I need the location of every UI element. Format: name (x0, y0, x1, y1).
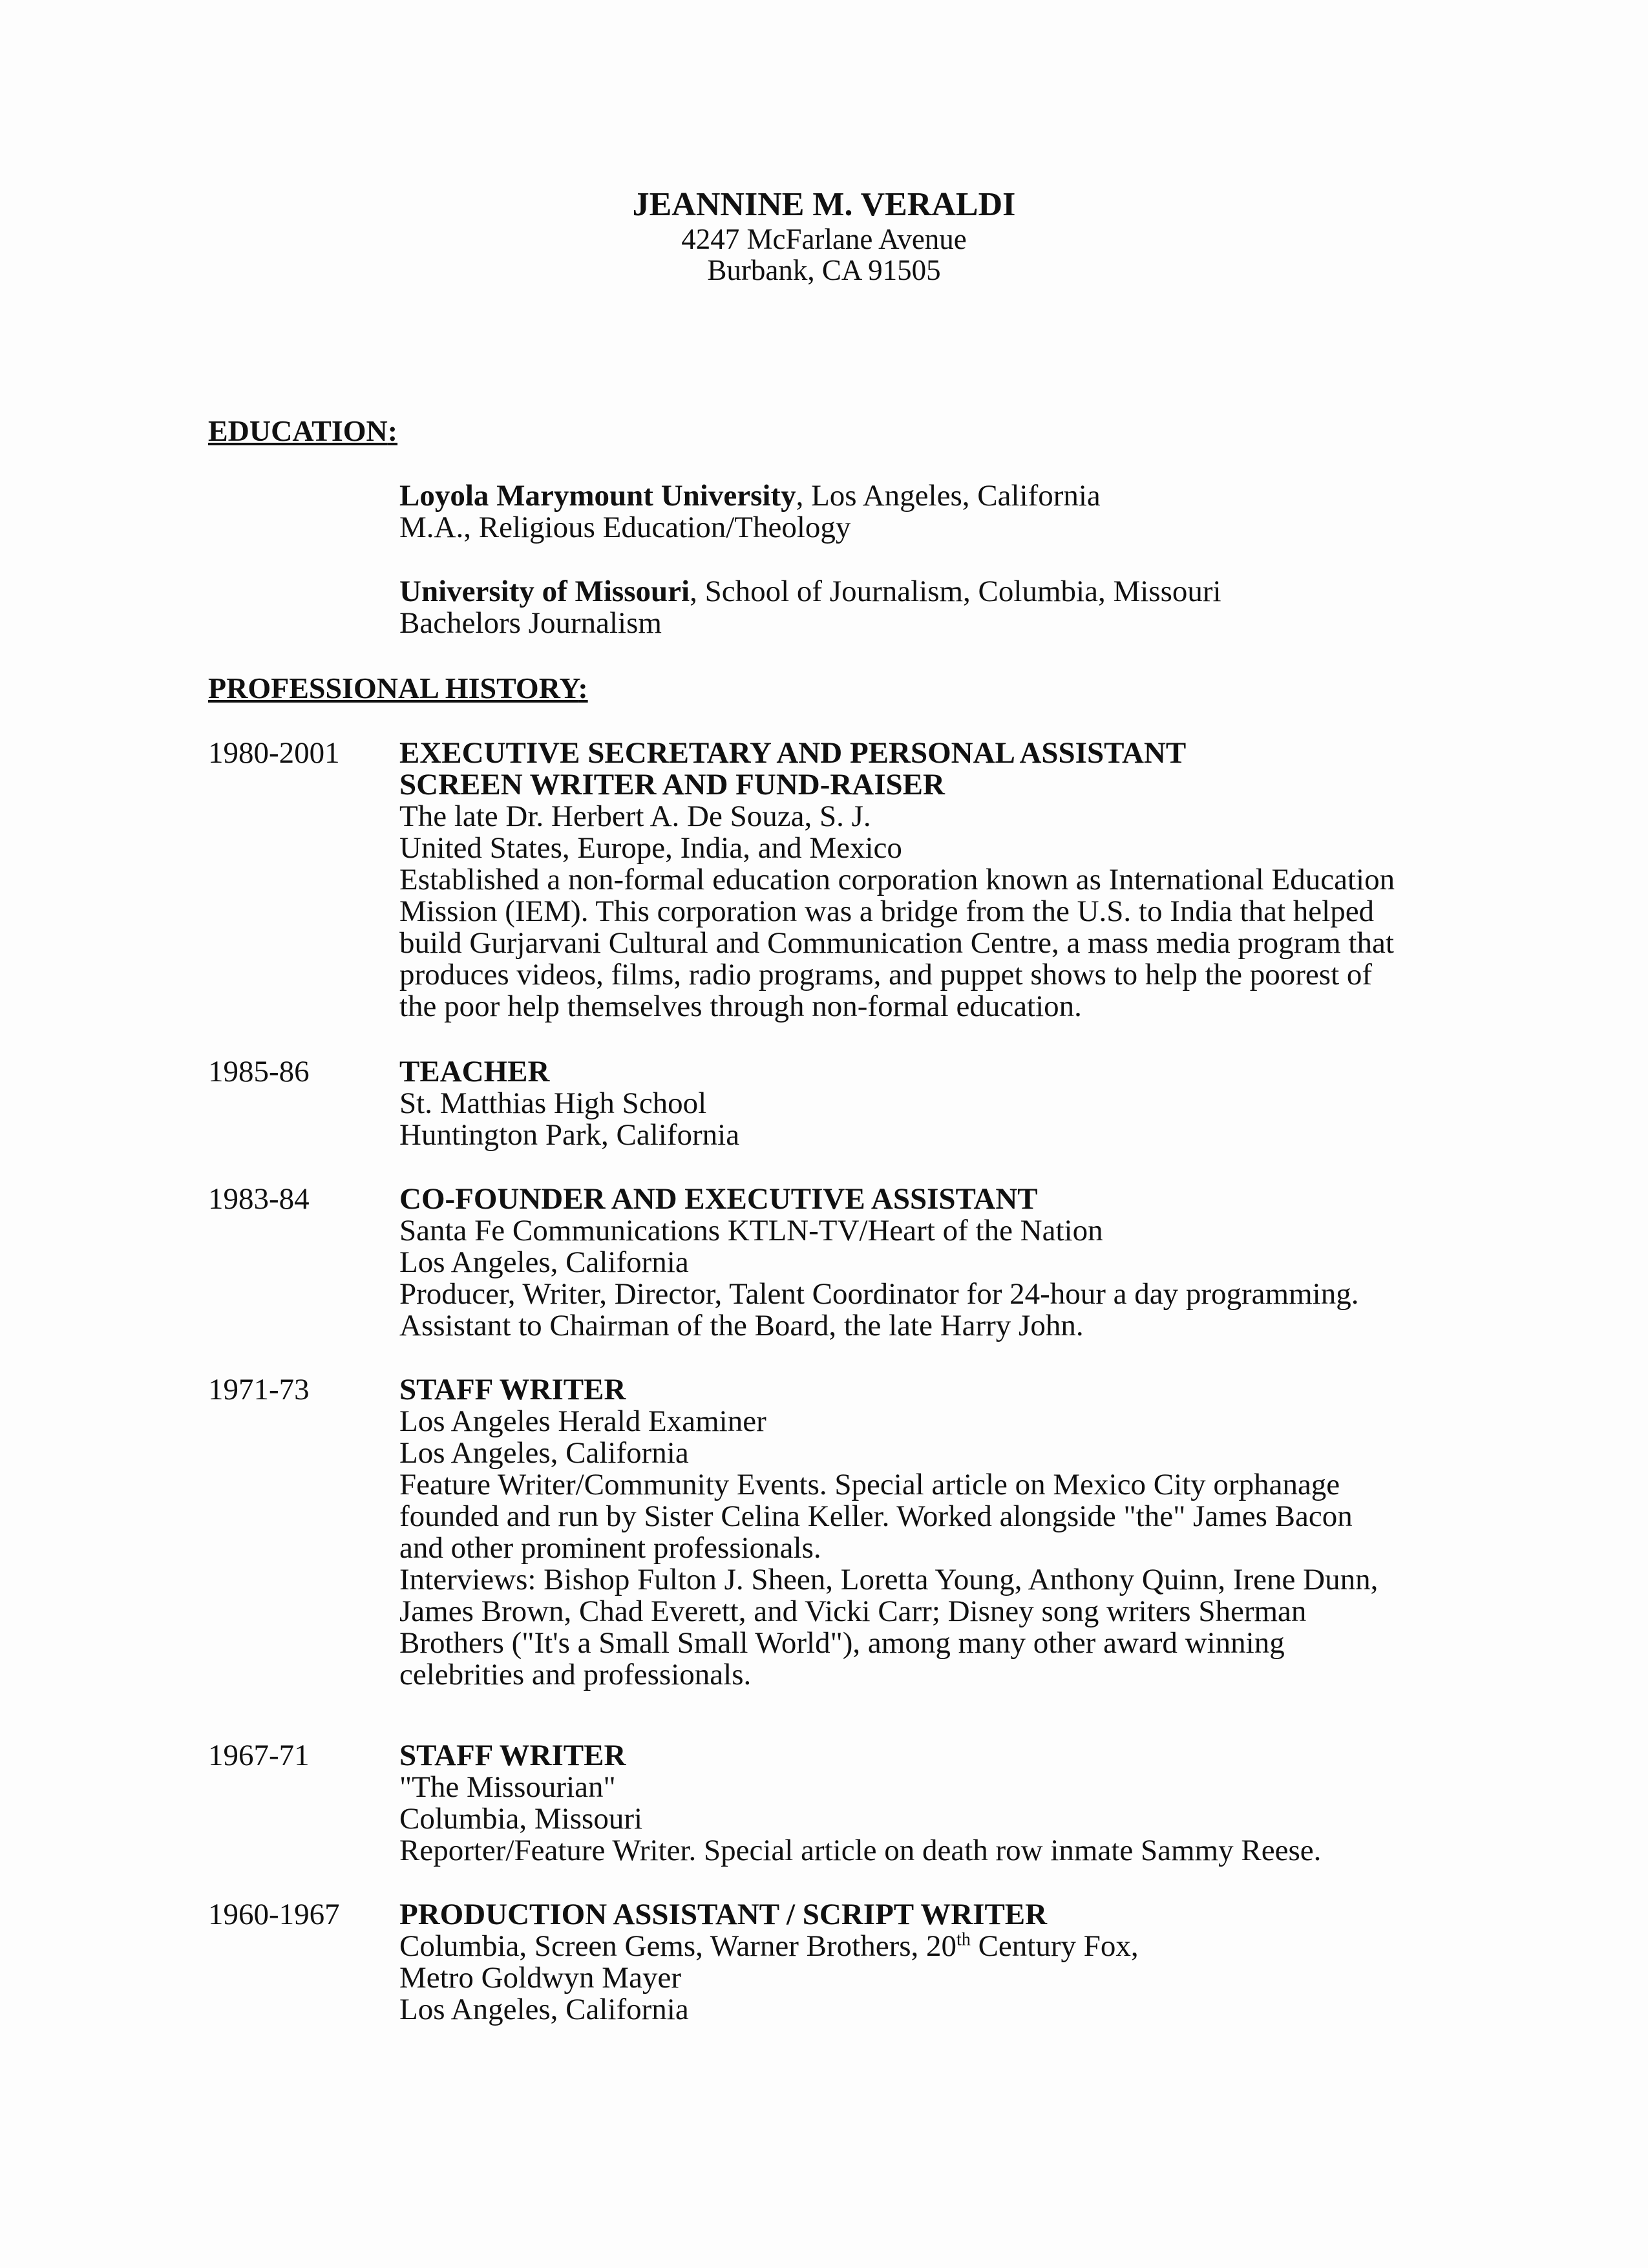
entry-line: Los Angeles, California (399, 1436, 689, 1470)
job-title: PRODUCTION ASSISTANT / SCRIPT WRITER (399, 1898, 1048, 1931)
entry-line: build Gurjarvani Cultural and Communication Centre, a mass media program that (399, 926, 1394, 960)
entry-line: Columbia, Missouri (399, 1802, 643, 1836)
education-item (399, 576, 1498, 639)
job-title: CO-FOUNDER AND EXECUTIVE ASSISTANT (399, 1182, 1038, 1216)
applicant-name: JEANNINE M. VERALDI (632, 186, 1016, 223)
entry-line: founded and run by Sister Celina Keller. Worked alongside "the" James Bacon (399, 1500, 1353, 1533)
entry-line: celebrities and professionals. (399, 1658, 752, 1691)
entry-line: St. Matthias High School (399, 1086, 707, 1120)
entry-line: Assistant to Chairman of the Board, the late Harry John. (399, 1309, 1084, 1342)
entry-line: Mission (IEM). This corporation was a bridge from the U.S. to India that helped (399, 895, 1375, 928)
address-street: 4247 McFarlane Avenue (681, 223, 967, 255)
degree: M.A., Religious Education/Theology (399, 511, 851, 544)
entry-dates: 1980-2001 (208, 736, 340, 770)
job-title: STAFF WRITER (399, 1739, 626, 1772)
entry-line: Los Angeles, California (399, 1245, 689, 1279)
entry-line: The late Dr. Herbert A. De Souza, S. J. (399, 800, 871, 833)
entry-line: Los Angeles, California (399, 1993, 689, 2026)
history-entry (399, 1374, 1498, 1691)
entry-line: United States, Europe, India, and Mexico (399, 831, 902, 865)
job-title: EXECUTIVE SECRETARY AND PERSONAL ASSISTANT (399, 736, 1187, 770)
entry-line: Reporter/Feature Writer. Special article on death row inmate Sammy Reese. (399, 1834, 1322, 1867)
school-location: , School of Journalism, Columbia, Missouri (690, 575, 1221, 608)
history-entry (399, 737, 1498, 1023)
entry-line: Metro Goldwyn Mayer (399, 1961, 681, 1995)
entry-line: Brothers ("It's a Small Small World"), among many other award winning (399, 1626, 1285, 1660)
address-city: Burbank, CA 91505 (707, 254, 941, 286)
entry-line: Interviews: Bishop Fulton J. Sheen, Loretta Young, Anthony Quinn, Irene Dunn, (399, 1563, 1379, 1596)
entry-line: produces videos, films, radio programs, and puppet shows to help the poorest of (399, 958, 1373, 991)
entry-line: Huntington Park, California (399, 1118, 740, 1152)
entry-line: "The Missourian" (399, 1770, 616, 1804)
entry-line: the poor help themselves through non-formal education. (399, 990, 1082, 1023)
history-entry (399, 1056, 1498, 1151)
resume-header (0, 186, 1648, 286)
entry-line: Feature Writer/Community Events. Special article on Mexico City orphanage (399, 1468, 1340, 1501)
history-heading: PROFESSIONAL HISTORY: (208, 672, 588, 705)
job-title: STAFF WRITER (399, 1373, 626, 1406)
entry-line: Columbia, Screen Gems, Warner Brothers, 20th Century Fox, (399, 1929, 1139, 1963)
entry-dates: 1985-86 (208, 1055, 310, 1088)
school-name: University of Missouri (399, 575, 690, 608)
entry-line: and other prominent professionals. (399, 1531, 821, 1565)
history-entry (399, 1899, 1498, 2026)
school-name: Loyola Marymount University (399, 479, 796, 513)
entry-line: Producer, Writer, Director, Talent Coordinator for 24-hour a day programming. (399, 1277, 1359, 1311)
education-heading: EDUCATION: (208, 414, 398, 447)
job-title: TEACHER (399, 1055, 550, 1088)
entry-line: Established a non-formal education corporation known as International Education (399, 863, 1395, 896)
entry-dates: 1971-73 (208, 1373, 310, 1406)
history-entry (399, 1183, 1498, 1342)
education-item (399, 480, 1498, 544)
entry-dates: 1960-1967 (208, 1898, 340, 1931)
entry-line: Los Angeles Herald Examiner (399, 1404, 766, 1438)
entry-dates: 1967-71 (208, 1739, 310, 1772)
entry-line: James Brown, Chad Everett, and Vicki Carr; Disney song writers Sherman (399, 1595, 1307, 1628)
entry-line: Santa Fe Communications KTLN-TV/Heart of the Nation (399, 1214, 1103, 1247)
history-entry (399, 1740, 1498, 1867)
school-location: , Los Angeles, California (796, 479, 1101, 513)
job-title: SCREEN WRITER AND FUND-RAISER (399, 768, 945, 801)
degree: Bachelors Journalism (399, 606, 662, 640)
entry-dates: 1983-84 (208, 1182, 310, 1216)
